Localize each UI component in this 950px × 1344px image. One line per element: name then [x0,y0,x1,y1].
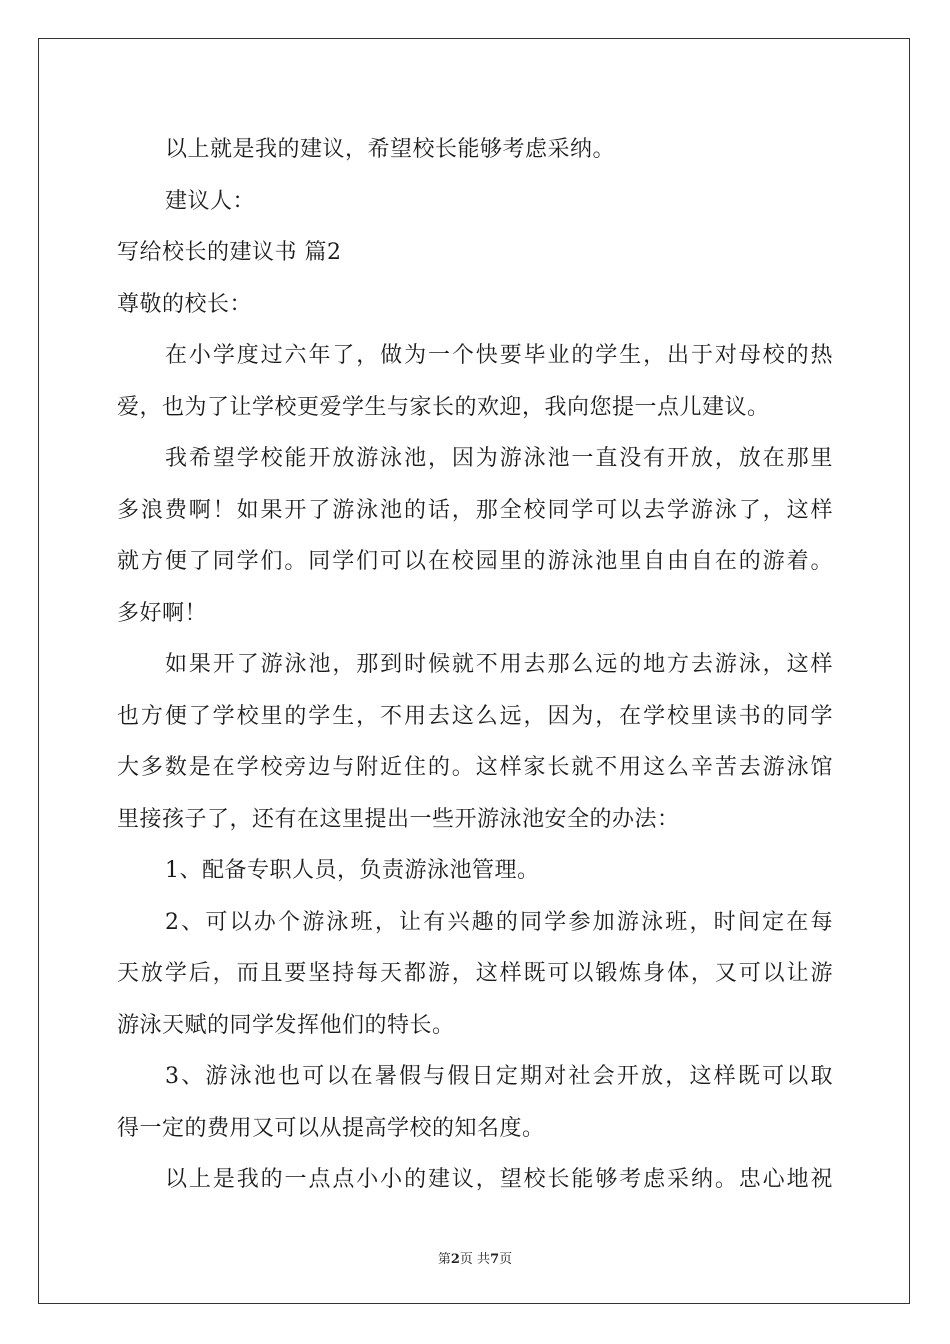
document-body [117,124,833,1206]
text-line: 得一定的费用又可以从提高学校的知名度。 [117,1115,545,1141]
text-line: 多浪费啊！如果开了游泳池的话，那全校同学可以去学游泳了，这样 [117,497,833,523]
footer-total-pages: 7 [490,1252,500,1267]
text-line: 多好啊！ [117,600,208,626]
text-line: 里接孩子了，还有在这里提出一些开游泳池安全的办法： [117,806,680,832]
footer-page-number: 2 [450,1252,460,1267]
footer-suffix: 页 [499,1252,513,1267]
text-line: 以上就是我的建议，希望校长能够考虑采纳。 [165,137,616,162]
text-line: 也方便了学校里的学生，不用去这么远，因为，在学校里读书的同学 [117,703,833,729]
text-line: 爱，也为了让学校更爱学生与家长的欢迎，我向您提一点儿建议。 [117,394,770,420]
text-line: 大多数是在学校旁边与附近住的。这样家长就不用这么辛苦去游泳馆 [117,755,833,780]
footer-prefix: 第 [437,1252,451,1267]
text-line: 尊敬的校长： [117,291,253,317]
text-line: 天放学后，而且要坚持每天都游，这样既可以锻炼身体，又可以让游 [117,961,833,986]
text-line: 游泳天赋的同学发挥他们的特长。 [117,1012,455,1038]
text-line: 就方便了同学们。同学们可以在校园里的游泳池里自由自在的游着。 [117,549,833,574]
footer-middle: 页 共 [459,1252,491,1267]
text-line: 如果开了游泳池，那到时候就不用去那么远的地方去游泳，这样 [165,652,833,677]
page-footer [0,1248,950,1267]
text-line: 我希望学校能开放游泳池，因为游泳池一直没有开放，放在那里 [165,446,833,471]
text-line: 在小学度过六年了，做为一个快要毕业的学生，出于对母校的热 [165,343,833,368]
text-line: 建议人： [165,188,256,214]
text-line: 以上是我的一点点小小的建议，望校长能够考虑采纳。忠心地祝 [165,1167,833,1192]
text-line: 1、配备专职人员，负责游泳池管理。 [165,858,540,883]
text-line: 3、游泳池也可以在暑假与假日定期对社会开放，这样既可以取 [165,1064,833,1089]
text-line: 2、可以办个游泳班，让有兴趣的同学参加游泳班，时间定在每 [165,909,833,935]
text-line: 写给校长的建议书 篇2 [117,240,342,265]
